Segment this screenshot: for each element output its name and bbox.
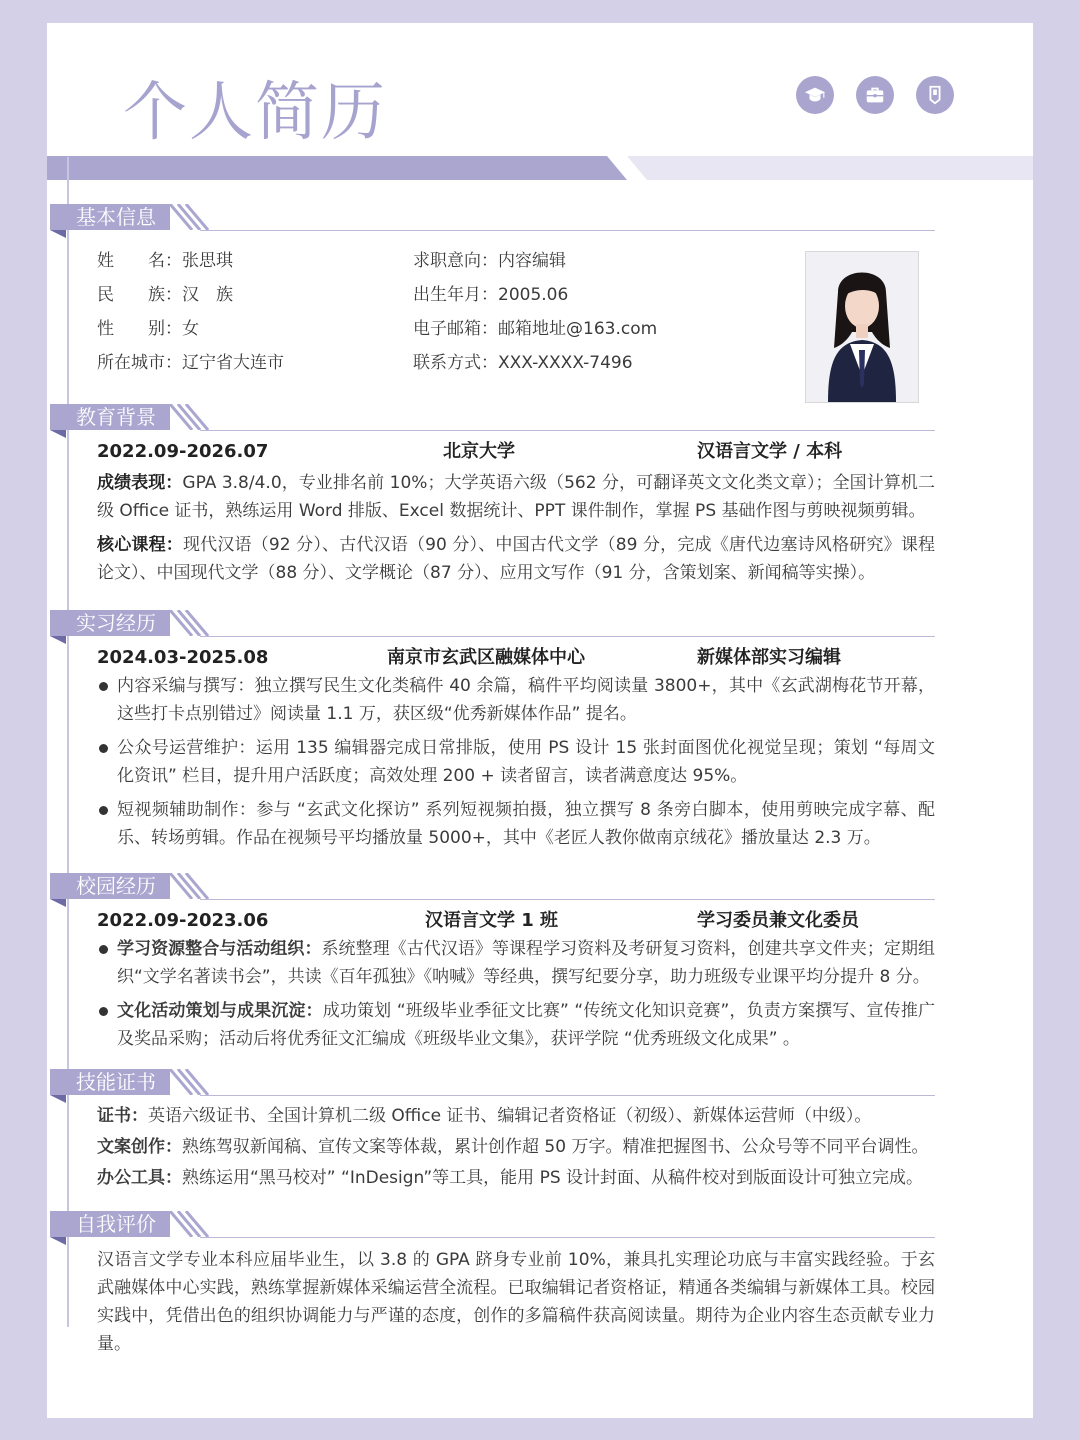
section-header [50,402,935,436]
list-item: 公众号运营维护：运用 135 编辑器完成日常排版，使用 PS 设计 15 张封面图优化视觉呈现；策划 “每周文化资讯” 栏目，提升用户活跃度；高效处理 200 + 读者留言，读者满意度达 95%。 [97,734,935,790]
section-title: 教育背景 [50,404,170,430]
section-hatch [168,404,212,430]
briefcase-icon [856,76,894,114]
campus-list [97,935,935,1053]
education-major: 汉语言文学 / 本科 [697,441,843,462]
section-hatch [168,873,212,899]
list-item: 学习资源整合与活动组织：系统整理《古代汉语》等课程学习资料及考研复习资料，创建共享文件夹；定期组织“文学名著读书会”，共读《百年孤独》《呐喊》等经典，撰写纪要分享，助力班级专业课平均分提升 8 分。 [97,935,935,991]
section-rule [200,230,935,231]
section-campus [50,871,935,1059]
section-header [50,871,935,905]
section-basic-info [50,202,935,372]
section-hatch [168,610,212,636]
section-self-evaluation [50,1209,935,1364]
campus-body [50,907,935,1053]
graduation-cap-icon [796,76,834,114]
list-item: 文化活动策划与成果沉淀：成功策划 “班级毕业季征文比赛” “传统文化知识竞赛”，负责方案撰写、宣传推广及奖品采购；活动后将优秀征文汇编成《班级毕业文集》，获评学院 “优秀班级文化成果” 。 [97,997,935,1053]
skill-certificates: 证书：英语六级证书、全国计算机二级 Office 证书、编辑记者资格证（初级）、新媒体运营师（中级）。 [97,1106,872,1126]
basic-info-grid [50,236,935,372]
internship-list [97,672,935,852]
section-header [50,1209,935,1243]
section-title: 基本信息 [50,204,170,230]
education-performance: 成绩表现：GPA 3.8/4.0，专业排名前 10%；大学英语六级（562 分，可翻译英文文化类文章）；全国计算机二级 Office 证书，熟练运用 Word 排版、Excel 数据统计、PPT 课件制作，掌握 PS 基础作图与剪映视频剪辑。 [97,473,935,521]
birth-field: 出生年月：2005.06 [413,285,569,305]
section-rule [200,636,935,637]
gender-field: 性 别：女 [97,319,199,339]
list-item: 短视频辅助制作：参与 “玄武文化探访” 系列短视频拍摄，独立撰写 8 条旁白脚本，使用剪映完成字幕、配乐、转场剪辑。作品在视频号平均播放量 5000+，其中《老匠人教你做南京绒花》播放量达 2.3 万。 [97,796,935,852]
self-evaluation-body [50,1246,935,1358]
profile-photo [805,251,919,403]
section-skills [50,1067,935,1194]
section-hatch [168,1069,212,1095]
list-item: 内容采编与撰写：独立撰写民生文化类稿件 40 余篇，稿件平均阅读量 3800+，其中《玄武湖梅花节开幕，这些打卡点别错过》阅读量 1.1 万，获区级“优秀新媒体作品” 提名。 [97,672,935,728]
header-icons [796,76,954,114]
ethnicity-field: 民 族：汉 族 [97,285,233,305]
education-row [97,438,935,466]
email-field: 电子邮箱：邮箱地址@163.com [413,319,658,339]
campus-org: 汉语言文学 1 班 [425,910,559,931]
section-header [50,202,935,236]
section-rule [200,430,935,431]
section-corner [50,1095,66,1103]
education-body [50,438,935,587]
section-corner [50,430,66,438]
internship-period: 2024.03-2025.08 [97,647,269,668]
internship-org: 南京市玄武区融媒体中心 [387,647,585,668]
internship-role: 新媒体部实习编辑 [697,647,841,668]
header-band [47,156,1033,180]
badge-icon [916,76,954,114]
section-internship [50,608,935,858]
section-header [50,1067,935,1101]
section-title: 实习经历 [50,610,170,636]
section-hatch [168,1211,212,1237]
skill-writing: 文案创作：熟练驾驭新闻稿、宣传文案等体裁，累计创作超 50 万字。精准把握图书、公众号等不同平台调性。 [97,1137,929,1157]
self-evaluation-text: 汉语言文学专业本科应届毕业生，以 3.8 的 GPA 跻身专业前 10%，兼具扎实理论功底与丰富实践经验。于玄武融媒体中心实践，熟练掌握新媒体采编运营全流程。已取编辑记者资格证，精通各类编辑与新媒体工具。校园实践中，凭借出色的组织协调能力与严谨的态度，创作的多篇稿件获高阅读量。期待为企业内容生态贡献专业力量。 [97,1250,935,1354]
education-courses: 核心课程：现代汉语（92 分）、古代汉语（90 分）、中国古代文学（89 分，完成《唐代边塞诗风格研究》课程论文）、中国现代文学（88 分）、文学概论（87 分）、应用文写作（91 分，含策划案、新闻稿等实操）。 [97,535,936,583]
phone-field: 联系方式：XXX-XXXX-7496 [413,353,633,373]
city-field: 所在城市：辽宁省大连市 [97,353,284,373]
page-title: 个人简历 [123,76,387,150]
campus-role: 学习委员兼文化委员 [697,910,859,931]
section-corner [50,1237,66,1245]
section-corner [50,899,66,907]
skill-tools: 办公工具：熟练运用“黑马校对” “InDesign”等工具，能用 PS 设计封面、从稿件校对到版面设计可独立完成。 [97,1168,924,1188]
section-title: 技能证书 [50,1069,170,1095]
internship-row [97,644,935,672]
education-period: 2022.09-2026.07 [97,441,269,462]
section-header [50,608,935,642]
name-field: 姓 名：张思琪 [97,251,233,271]
campus-period: 2022.09-2023.06 [97,910,269,931]
internship-body [50,644,935,852]
intent-field: 求职意向：内容编辑 [413,251,566,271]
section-rule [200,1237,935,1238]
campus-row [97,907,935,935]
education-school: 北京大学 [443,441,515,462]
section-education [50,402,935,593]
skills-body [50,1101,935,1194]
section-hatch [168,204,212,230]
section-rule [200,1095,935,1096]
section-corner [50,636,66,644]
section-rule [200,899,935,900]
section-title: 自我评价 [50,1211,170,1237]
section-title: 校园经历 [50,873,170,899]
